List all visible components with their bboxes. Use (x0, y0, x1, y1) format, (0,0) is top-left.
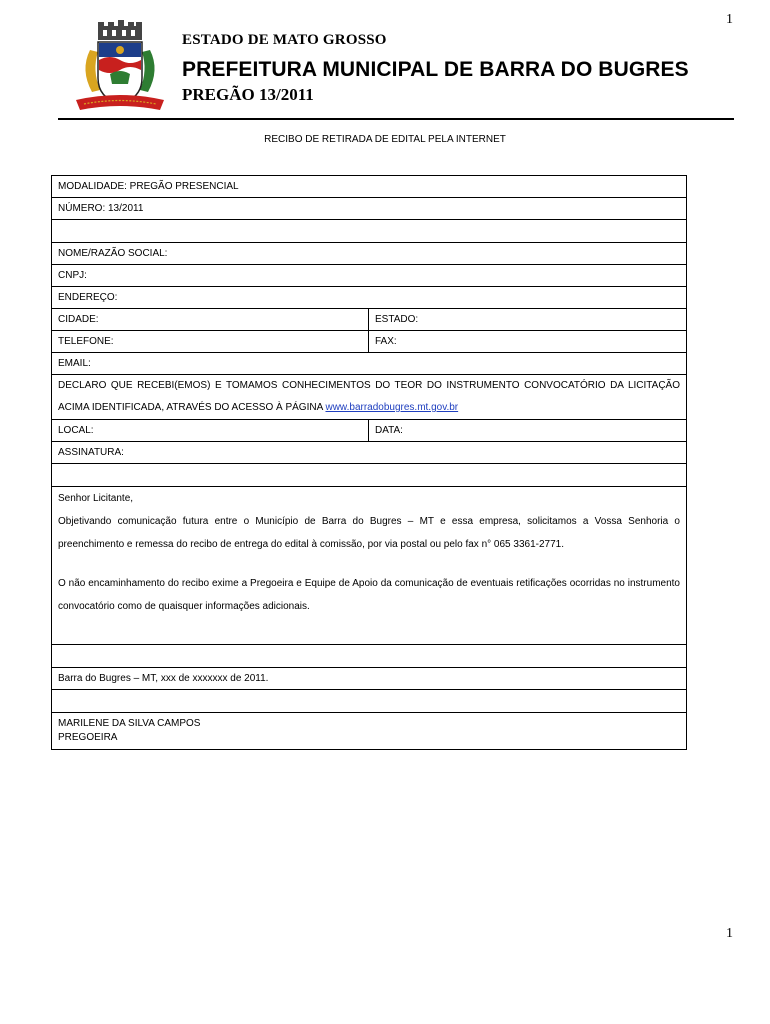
cidade-estado-row (52, 309, 686, 331)
estado-field[interactable]: ESTADO: (375, 314, 419, 325)
cidade-field[interactable]: CIDADE: (52, 309, 369, 330)
notice-letter (52, 487, 686, 645)
nome-razao-social-field[interactable]: NOME/RAZÃO SOCIAL: (52, 243, 686, 265)
letter-salutation: Senhor Licitante, (58, 493, 134, 504)
modalidade-row: MODALIDADE: PREGÃO PRESENCIAL (52, 176, 686, 198)
header-pregao-number: PREGÃO 13/2011 (182, 85, 314, 104)
telefone-field[interactable]: TELEFONE: (52, 331, 369, 352)
local-field[interactable]: LOCAL: (52, 420, 369, 441)
empty-row (52, 464, 686, 487)
header-city-hall: PREFEITURA MUNICIPAL DE BARRA DO BUGRES (182, 58, 689, 81)
letter-paragraph-2: O não encaminhamento do recibo exime a Pregoeira e Equipe de Apoio da comunicação de eventuais retificações ocorridas no instrumento convocatório como de quaisquer informações adicionais. (58, 578, 680, 612)
declaration-text (52, 375, 686, 420)
empty-row (52, 690, 686, 713)
signatory-block (52, 713, 686, 750)
endereco-field[interactable]: ENDEREÇO: (52, 287, 686, 309)
fax-field[interactable]: FAX: (375, 336, 397, 347)
header-divider (58, 118, 734, 120)
municipal-crest-logo (70, 20, 170, 114)
cnpj-field[interactable]: CNPJ: (52, 265, 686, 287)
letter-paragraph-1: Objetivando comunicação futura entre o Município de Barra do Bugres – MT e essa empresa, solicitamos a Vossa Senhoria o preenchimento e remessa do recibo de entrega do edital à comissão, por via postal ou pelo fax n° 065 3361-2771. (58, 516, 680, 550)
empty-row (52, 645, 686, 668)
header-state: ESTADO DE MATO GROSSO (182, 32, 387, 48)
website-link[interactable]: www.barradobugres.mt.gov.br (325, 402, 459, 413)
data-field[interactable]: DATA: (375, 425, 403, 436)
signatory-role: PREGOEIRA (58, 732, 118, 743)
receipt-form (51, 175, 687, 750)
local-data-row (52, 420, 686, 442)
assinatura-field[interactable]: ASSINATURA: (52, 442, 686, 464)
email-field[interactable]: EMAIL: (52, 353, 686, 375)
empty-row (52, 220, 686, 243)
telefone-fax-row (52, 331, 686, 353)
declaration-body: DECLARO QUE RECEBI(EMOS) E TOMAMOS CONHECIMENTOS DO TEOR DO INSTRUMENTO CONVOCATÓRIO DA LICITAÇÃO ACIMA IDENTIFICADA, ATRAVÉS DO ACESSO À PÁGINA (58, 380, 680, 413)
page-number-top: 1 (726, 12, 733, 27)
document-title: RECIBO DE RETIRADA DE EDITAL PELA INTERNET (264, 134, 506, 145)
page-number-bottom: 1 (726, 926, 733, 941)
numero-row: NÚMERO: 13/2011 (52, 198, 686, 220)
place-date-line: Barra do Bugres – MT, xxx de xxxxxxx de 2011. (52, 668, 686, 690)
signatory-name: MARILENE DA SILVA CAMPOS (58, 718, 201, 729)
